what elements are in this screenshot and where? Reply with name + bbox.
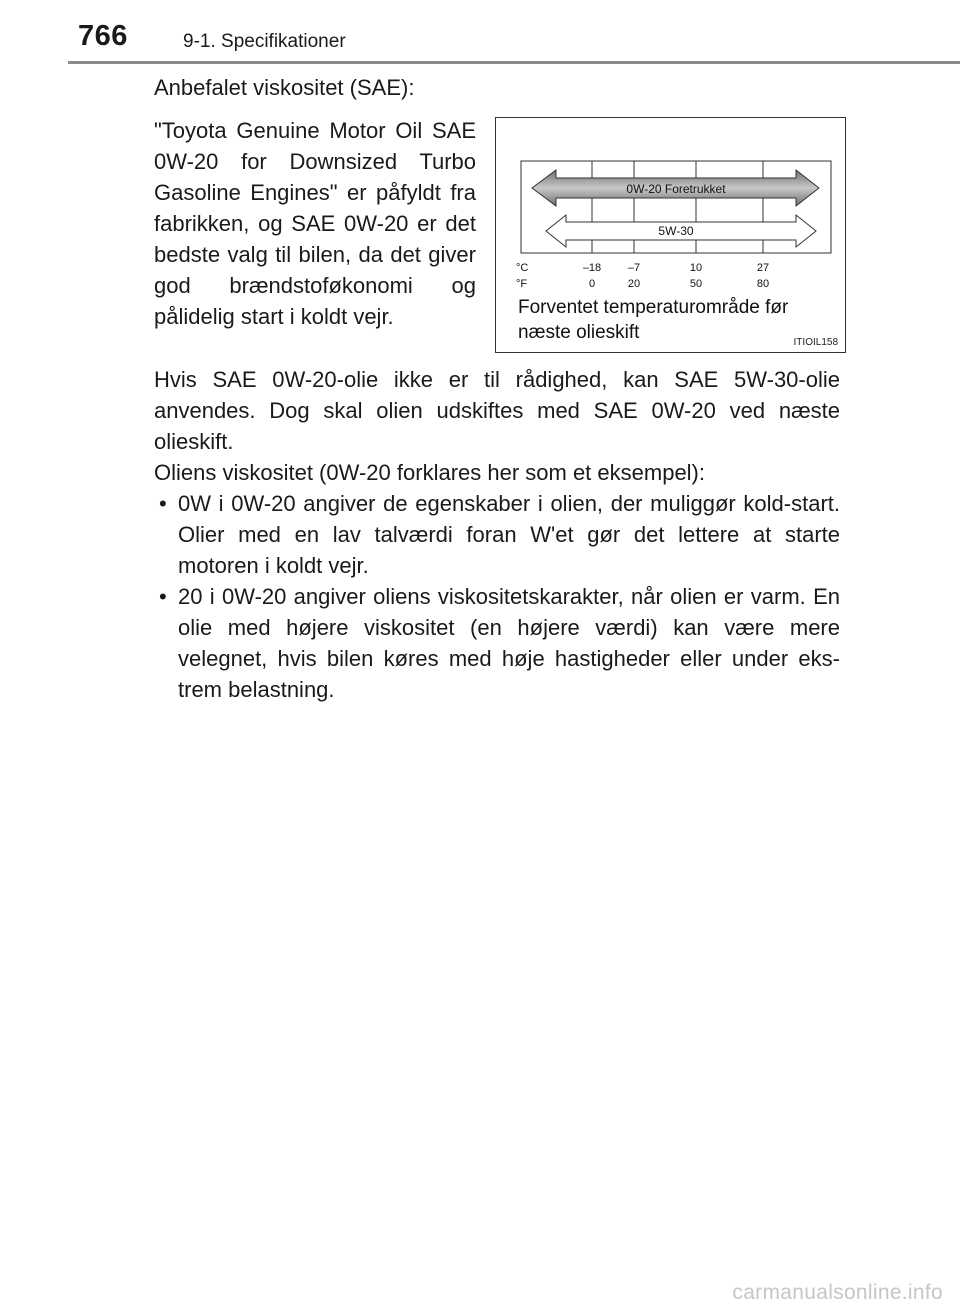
bullet-marker: •: [159, 584, 167, 609]
header-divider: [68, 61, 960, 64]
list-item: [154, 581, 840, 705]
figure-code: ITIOIL158: [793, 337, 838, 348]
viscosity-figure: [495, 117, 846, 353]
tick-f: 20: [627, 278, 641, 290]
intro-paragraph: "Toyota Genuine Motor Oil SAE 0W-20 for Downsized Turbo Gasoline Engines" er påfyldt fra fabrikken, og SAE 0W-20 er det bedste valg til bilen, da det giver god brændstoføkonomi og pålidelig start i koldt vejr.: [154, 118, 476, 329]
paragraph-viscosity-intro: Oliens viskositet (0W-20 forklares her som et eksempel):: [154, 460, 705, 485]
tick-f: 0: [588, 278, 596, 290]
bar-0w20-label: 0W-20 Foretrukket: [626, 182, 726, 196]
bullet-text: 0W i 0W-20 angiver de egenskaber i olien, der muliggør kold-start. Olier med en lav talværdi foran W'et gør det lettere at starte motoren i koldt vejr.: [178, 491, 840, 578]
paragraph-alternative-oil: Hvis SAE 0W-20-olie ikke er til rådighed, kan SAE 5W-30-olie anvendes. Dog skal olien udskiftes med SAE 0W-20 ved næste olieskift.: [154, 367, 840, 454]
tick-c: –18: [582, 262, 602, 274]
bullet-text: 20 i 0W-20 angiver oliens viskositetskarakter, når olien er varm. En olie med højere viskositet (en højere værdi) kan være mere velegnet, hvis bilen køres med høje hastigheder eller under eks-trem belastning.: [178, 584, 840, 702]
unit-fahrenheit: °F: [516, 278, 528, 290]
intro-heading: Anbefalet viskositet (SAE):: [154, 75, 415, 100]
page-number: 766: [78, 20, 128, 52]
tick-c: –7: [627, 262, 641, 274]
unit-celsius: °C: [516, 262, 529, 274]
tick-c: 10: [689, 262, 703, 274]
list-item: [154, 488, 840, 581]
watermark: carmanualsonline.info: [732, 1281, 943, 1304]
tick-f: 80: [756, 278, 770, 290]
tick-c: 27: [756, 262, 770, 274]
figure-caption: [518, 295, 788, 345]
figure-caption-line1: Forventet temperaturområde før: [518, 297, 789, 318]
bullet-marker: •: [159, 491, 167, 516]
tick-f: 50: [689, 278, 703, 290]
figure-caption-line2: næste olieskift: [518, 322, 640, 343]
viscosity-bullet-list: [154, 488, 840, 705]
section-title: 9-1. Specifikationer: [183, 31, 346, 52]
bar-5w30-label: 5W-30: [658, 224, 694, 238]
